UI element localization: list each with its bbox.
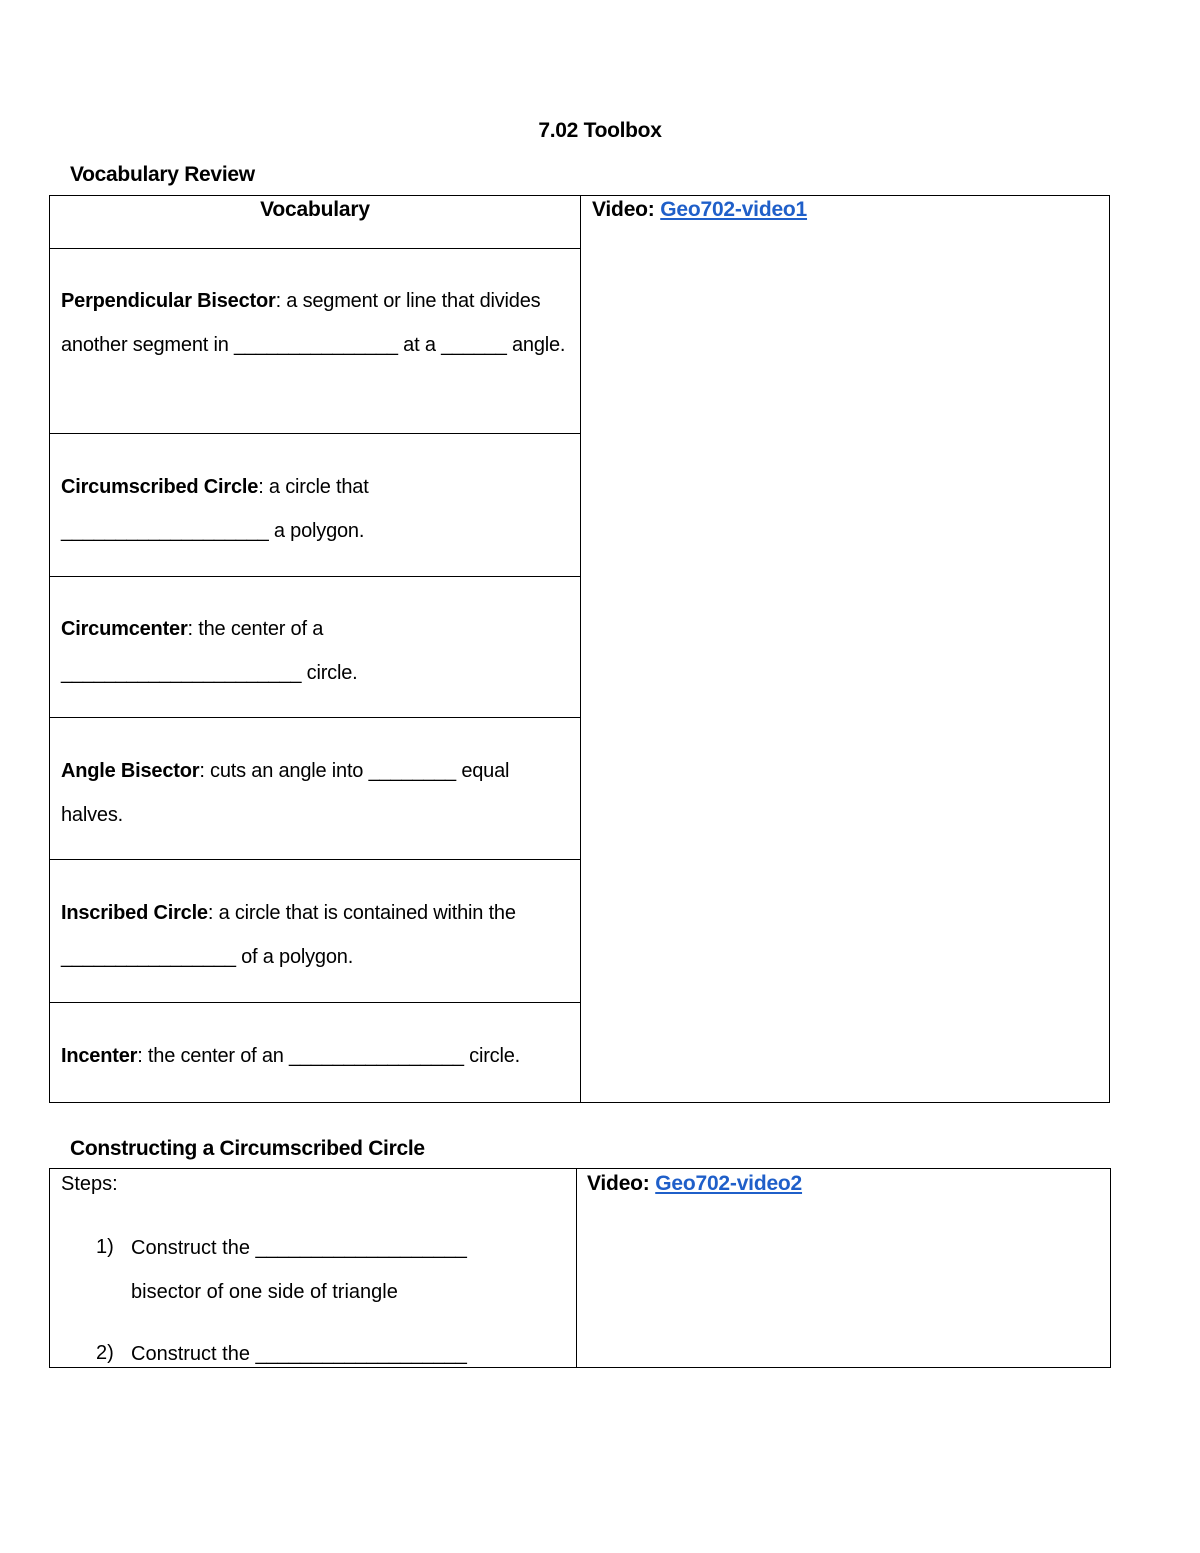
term-label: Incenter [61,1045,138,1067]
term-definition: : cuts an angle into ________ equal halves. [61,760,510,826]
vocabulary-column-header: Vocabulary [260,198,370,221]
vocab-term-incenter [61,1035,576,1079]
term-definition: : the center of a ______________________ circle. [61,618,358,684]
term-label: Angle Bisector [61,760,200,782]
step-text: Construct the ___________________ bisector of one side of triangle [131,1237,467,1303]
term-label: Perpendicular Bisector [61,290,276,312]
term-definition: : a circle that is contained within the ________________ of a polygon. [61,902,516,968]
term-label: Inscribed Circle [61,902,208,924]
step-text: Construct the ___________________ [131,1343,467,1365]
vocab-term-circumscribed-circle [61,466,461,553]
row-divider [49,576,581,577]
step-number: 2) [96,1342,114,1364]
constructing-heading: Constructing a Circumscribed Circle [70,1137,425,1160]
table-column-divider [576,1168,577,1368]
row-divider [49,433,581,434]
term-definition: : a segment or line that divides another segment in _______________ at a ______ angle. [61,290,566,356]
term-definition: : the center of an ________________ circle. [137,1045,521,1067]
term-definition: : a circle that ___________________ a polygon. [61,476,369,542]
row-divider [49,717,581,718]
video-cell-2 [587,1172,802,1196]
video-link-geo702-video1[interactable]: Geo702-video1 [660,198,808,221]
video-label: Video: [592,198,661,221]
video-label: Video: [587,1172,656,1195]
term-label: Circumcenter [61,618,188,640]
video-link-geo702-video2[interactable]: Geo702-video2 [655,1172,803,1195]
vocab-term-circumcenter [61,608,406,695]
table-column-divider [580,195,581,1103]
vocab-term-perpendicular-bisector [61,280,571,367]
video-cell-1 [592,198,807,222]
vocab-term-inscribed-circle [61,892,571,979]
steps-label: Steps: [61,1173,118,1195]
page-title: 7.02 Toolbox [538,119,662,142]
term-label: Circumscribed Circle [61,476,259,498]
step-number: 1) [96,1236,114,1258]
vocab-term-angle-bisector [61,750,571,837]
row-divider [49,248,581,249]
row-divider [49,859,581,860]
row-divider [49,1002,581,1003]
vocabulary-review-heading: Vocabulary Review [70,163,255,186]
